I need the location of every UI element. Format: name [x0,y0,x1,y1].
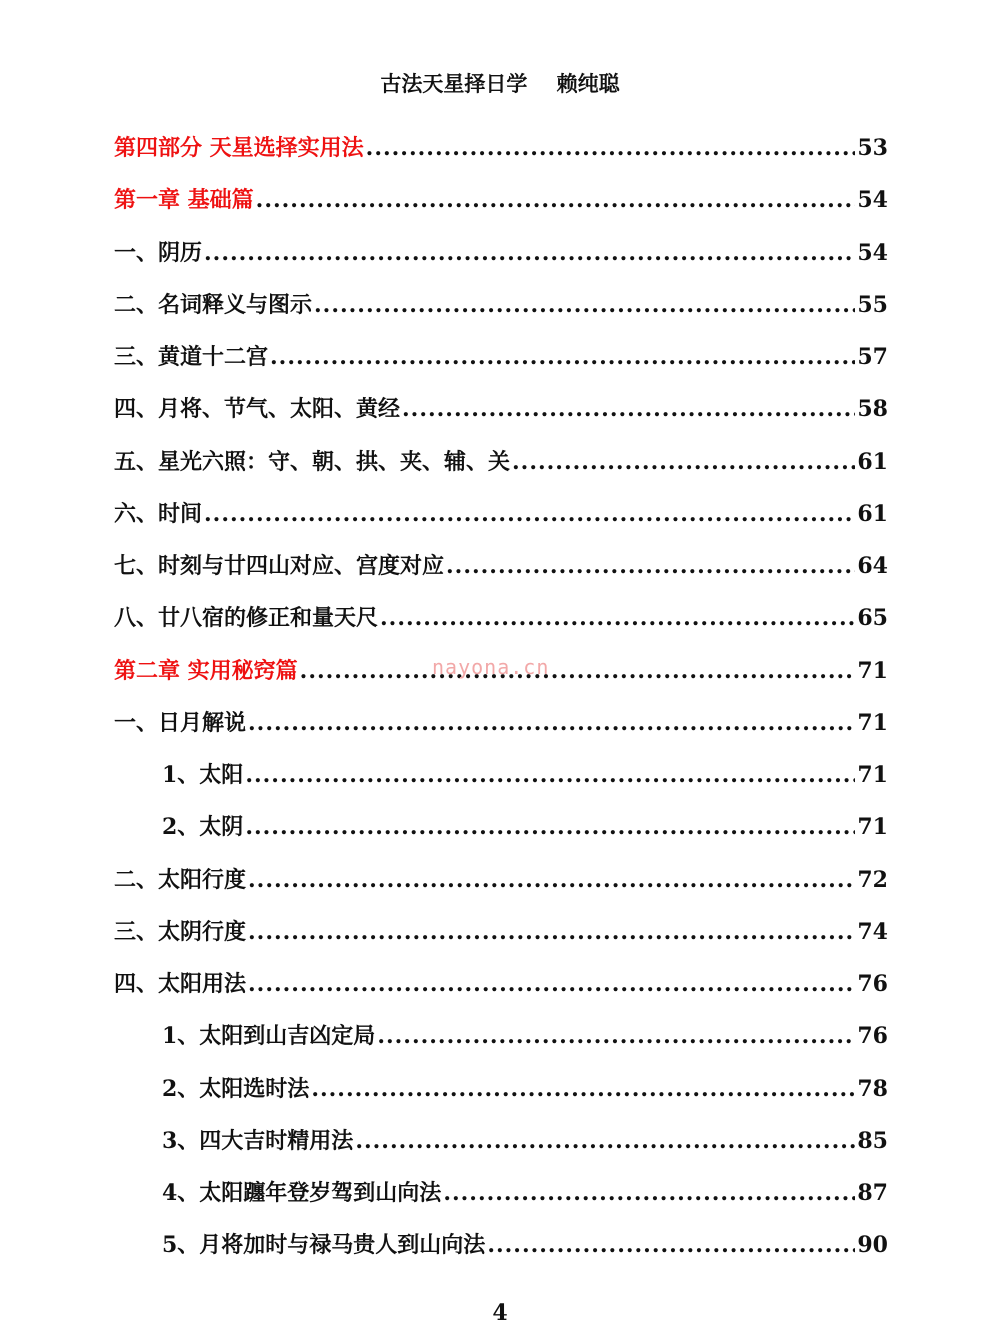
toc-entry[interactable] [114,964,888,1016]
toc-entry[interactable] [114,912,888,964]
dot-leader [245,755,855,795]
toc-entry-page: 71 [857,709,888,736]
toc-entry[interactable] [114,285,888,337]
toc-entry-page: 74 [857,918,888,945]
dot-leader [355,1121,855,1161]
dot-leader [248,912,855,952]
toc-entry-title: 五、星光六照：守、朝、拱、夹、辅、关 [114,448,511,475]
toc-entry-page: 72 [857,866,888,893]
toc-entry-title: 4、太阳躔年登岁驾到山向法 [162,1180,442,1206]
dot-leader [256,180,856,220]
toc-entry-title: 1、太阳 [162,762,244,788]
dot-leader [366,128,856,168]
toc-entry[interactable] [114,1016,888,1068]
dot-leader [204,494,855,534]
toc-entry-page: 71 [857,657,888,684]
toc-entry-title: 二、太阳行度 [114,866,247,893]
dot-leader [248,964,855,1004]
toc-entry[interactable] [114,494,888,546]
toc-entry-page: 55 [857,291,888,318]
toc-entry[interactable] [114,1121,888,1173]
toc-entry[interactable] [114,703,888,755]
toc-entry-page: 65 [857,605,888,632]
toc-entry[interactable] [114,755,888,807]
dot-leader [248,703,855,743]
toc-entry-title: 四、太阳用法 [114,971,247,997]
toc-entry-title: 2、太阳选时法 [162,1075,310,1102]
dot-leader [443,1173,855,1213]
dot-leader [402,389,855,429]
toc-entry-title: 一、日月解说 [114,709,247,736]
dot-leader [446,546,855,586]
dot-leader [204,233,855,273]
toc-entry[interactable] [114,860,888,912]
toc-entry-title: 第一章 基础篇 [114,187,254,214]
dot-leader [311,1069,855,1109]
toc-entry-page: 76 [857,1023,888,1050]
toc-entry-title: 1、太阳到山吉凶定局 [162,1023,376,1050]
toc-entry-title: 3、四大吉时精用法 [162,1127,354,1154]
toc-entry-title: 四、月将、节气、太阳、黄经 [114,396,401,423]
toc-entry[interactable] [114,128,888,180]
toc-entry-page: 90 [857,1232,888,1259]
toc-entry[interactable] [114,337,888,389]
dot-leader [377,1016,855,1056]
toc-entry[interactable] [114,807,888,859]
toc-entry-page: 87 [857,1180,888,1206]
toc-entry-page: 58 [857,396,888,423]
dot-leader [300,651,856,691]
toc-entry[interactable] [114,546,888,598]
toc-entry[interactable] [114,180,888,232]
page-header [0,68,1000,98]
toc-entry-title: 一、阴历 [114,239,203,266]
toc-entry[interactable] [114,442,888,494]
book-title: 古法天星择日学 [380,71,528,96]
toc-entry-page: 78 [857,1075,888,1102]
toc-entry-page: 53 [857,135,888,161]
toc-entry-title: 5、月将加时与禄马贵人到山向法 [162,1232,486,1259]
toc-entry-page: 54 [857,187,888,214]
toc-entry-page: 61 [857,500,888,527]
toc-entry-title: 第二章 实用秘窍篇 [114,657,298,684]
toc-entry[interactable] [114,389,888,441]
toc-entry-title: 七、时刻与廿四山对应、宫度对应 [114,553,445,579]
toc-entry-page: 64 [857,553,888,579]
dot-leader [380,598,855,638]
toc-entry[interactable] [114,598,888,650]
toc-entry[interactable] [114,1069,888,1121]
toc-entry-page: 85 [857,1127,888,1154]
toc-entry[interactable] [114,1225,888,1277]
toc-entry-page: 54 [857,239,888,266]
toc-entry-title: 三、太阴行度 [114,918,247,945]
dot-leader [245,807,855,847]
toc-entry-page: 76 [857,971,888,997]
toc-entry-title: 第四部分 天星选择实用法 [114,135,364,161]
toc-entry-title: 三、黄道十二宫 [114,344,269,370]
page-number: 4 [492,1300,508,1326]
dot-leader [248,860,855,900]
toc-entry-title: 六、时间 [114,500,203,527]
toc-entry-page: 61 [857,448,888,475]
toc-entry-title: 八、廿八宿的修正和量天尺 [114,605,379,632]
toc-entry-page: 71 [857,814,888,841]
table-of-contents [114,128,888,1278]
book-author: 赖纯聪 [556,71,620,96]
toc-entry[interactable] [114,1173,888,1225]
toc-entry-title: 2、太阴 [162,814,244,841]
toc-entry-page: 57 [857,344,888,370]
dot-leader [270,337,855,377]
toc-entry-title: 二、名词释义与图示 [114,291,313,318]
toc-entry-page: 71 [857,762,888,788]
dot-leader [487,1225,855,1265]
watermark: nayona.cn [432,655,550,679]
toc-entry[interactable] [114,233,888,285]
dot-leader [512,442,855,482]
dot-leader [314,285,855,325]
